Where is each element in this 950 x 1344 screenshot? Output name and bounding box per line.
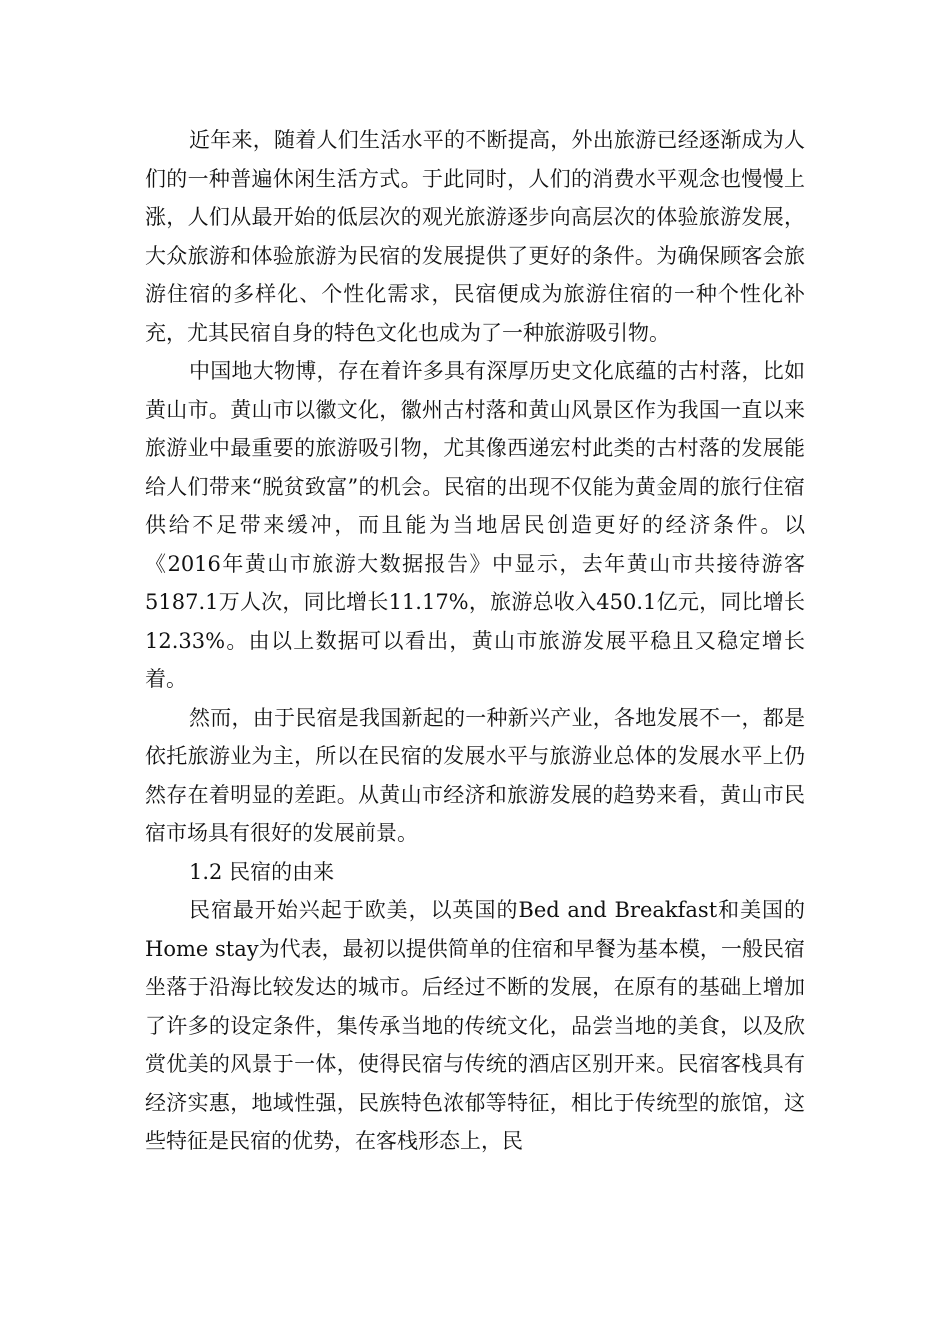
document-page bbox=[145, 121, 805, 1161]
paragraph-origin: 民宿最开始兴起于欧美，以英国的Bed and Breakfast和美国的Home stay为代表，最初以提供简单的住宿和早餐为基本模，一般民宿坐落于沿海比较发达的城市。后经过不断的发展，在原有的基础上增加了许多的设定条件，集传承当地的传统文化，品尝当地的美食，以及欣赏优美的风景于一体，使得民宿与传统的酒店区别开来。民宿客栈具有经济实惠，地域性强，民族特色浓郁等特征，相比于传统型的旅馆，这些特征是民宿的优势，在客栈形态上，民 bbox=[145, 898, 805, 1153]
section-heading: 1.2 民宿的由来 bbox=[189, 859, 335, 884]
paragraph-development-gap: 然而，由于民宿是我国新起的一种新兴产业，各地发展不一，都是依托旅游业为主，所以在民宿的发展水平与旅游业总体的发展水平上仍然存在着明显的差距。从黄山市经济和旅游发展的趋势来看，黄山市民宿市场具有很好的发展前景。 bbox=[145, 705, 805, 845]
paragraph-huangshan: 中国地大物博，存在着许多具有深厚历史文化底蕴的古村落，比如黄山市。黄山市以徽文化，徽州古村落和黄山风景区作为我国一直以来旅游业中最重要的旅游吸引物，尤其像西递宏村此类的古村落的发展能给人们带来“脱贫致富”的机会。民宿的出现不仅能为黄金周的旅行住宿供给不足带来缓冲，而且能为当地居民创造更好的经济条件。以《2016年黄山市旅游大数据报告》中显示，去年黄山市共接待游客5187.1万人次，同比增长11.17%，旅游总收入450.1亿元，同比增长12.33%。由以上数据可以看出，黄山市旅游发展平稳且又稳定增长着。 bbox=[145, 359, 805, 691]
paragraph-intro: 近年来，随着人们生活水平的不断提高，外出旅游已经逐渐成为人们的一种普遍休闲生活方式。于此同时，人们的消费水平观念也慢慢上涨，人们从最开始的低层次的观光旅游逐步向高层次的体验旅游发展，大众旅游和体验旅游为民宿的发展提供了更好的条件。为确保顾客会旅游住宿的多样化、个性化需求，民宿便成为旅游住宿的一种个性化补充，尤其民宿自身的特色文化也成为了一种旅游吸引物。 bbox=[145, 128, 805, 345]
